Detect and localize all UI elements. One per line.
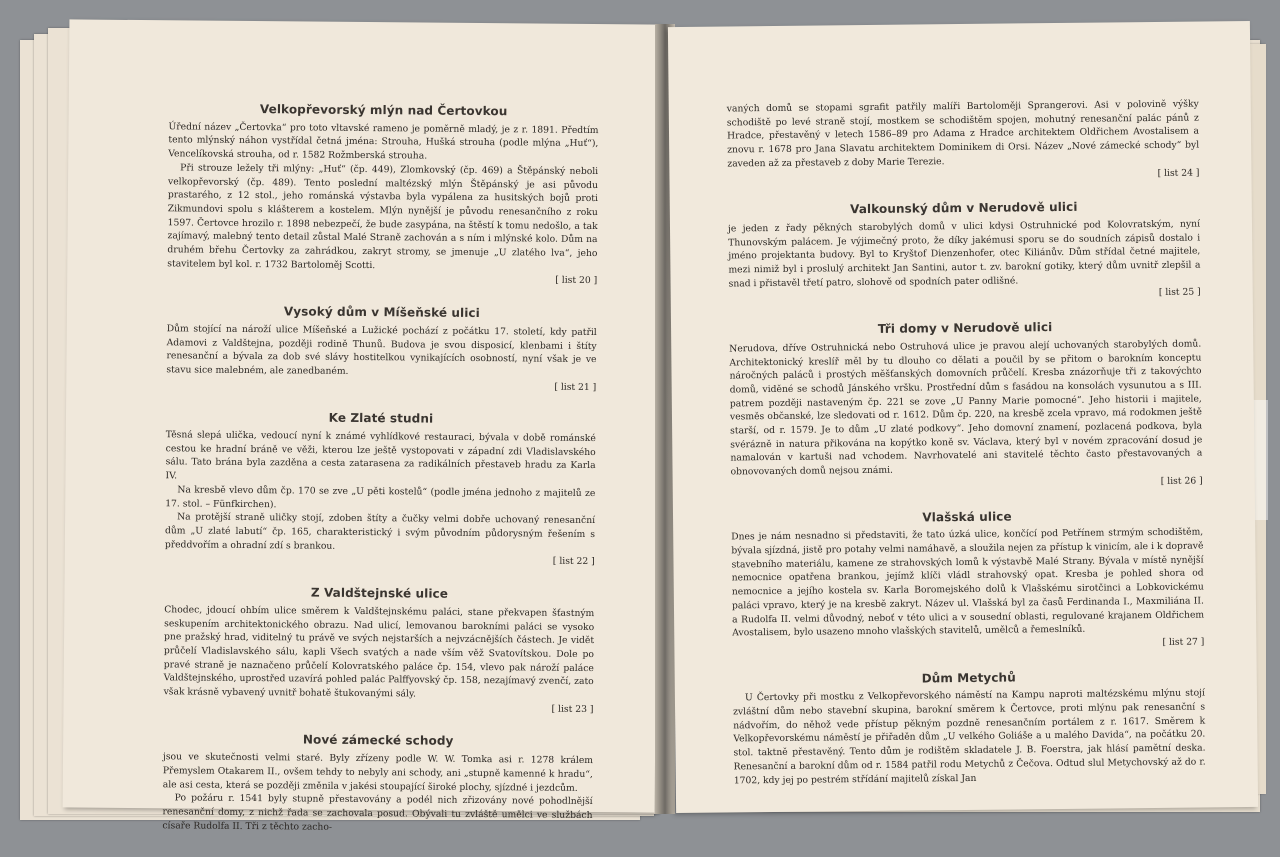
- right-page: [668, 21, 1258, 813]
- section-title: Valkounský dům v Nerudově ulici: [849, 200, 1078, 217]
- paragraph: Při strouze ležely tři mlýny: „Huť“ (čp. 449), Zlomkovský (čp. 469) a Štěpánský neboli velkopřevorský (čp. 489). Tento poslední maltézský mlýn Štěpánský je asi původu prastarého, z 12 stol., jeho románská výstavba byla vypálena za husitských bojů proti Zikmundovi spolu s klášterem a kostelem. Mlýn nynější je původu renesančního z roku 1597. Čertovce hrozilo r. 1898 nebezpečí, že bude zasypána, na štěstí k tomu nedošlo, a tak zajímavý, malebný tento detail zůstal Malé Straně zachován a s ním i mlýnské kolo. Dům na druhém břehu Čertovky za zahrádkou, zakryt stromy, se jmenuje „U zlatého lva“, jeho stavitelem byl kol. r. 1732 Bartoloměj Scotti.: [167, 162, 599, 271]
- section-title: Ke Zlaté studni: [328, 411, 434, 426]
- paragraph: Na kresbě vlevo dům čp. 170 se zve „U pěti kostelů“ (podle jména jednoho z majitelů ze 17. stol. – Fünfkirchen).: [165, 484, 596, 510]
- paragraph: je jeden z řady pěkných starobylých domů v ulici kdysi Ostruhnické pod Kolovratským, nyní Thunovským palácem. Je výjimečný proto, že díky jakémusi sporu se do soudních zápisů dostalo i jméno projektanta budovy. Byl to Kryštof Dienzenhofer, otec Kiliánův. Dům střídal četné majitele, mezi nimiž byl i proslulý architekt Jan Santini, autor t. zv. barokní gotiky, který dům uvnitř zlepšil a snad i přistavěl třetí patro, slohově od spodních pater odlišné.: [727, 218, 1201, 290]
- section-title: Dům Metychů: [921, 670, 1016, 686]
- paragraph: Nerudova, dříve Ostruhnická nebo Ostruhová ulice je pravou alejí uchovaných starobylých domů. Architektonický kreslíř měl by tu dlouho co dělati a poučil by se přitom o barokním konceptu náročných paláců i prostých měšťanských domovních průčelí. Kresba znázorňuje tři z takovýchto domů, viděné se schodů Jánského vršku. Prostřední dům s fasádou na konsolách vysunutou a s III. patrem později nastaveným čp. 221 se zove „U Panny Marie pomocné“. Jeho historii i majitele, vesměs občanské, lze sledovati od r. 1612. Dům čp. 220, na kresbě zcela vpravo, má rodokmen ještě starší, od r. 1579. Je to dům „U zlaté podkovy“. Jeho domovní znamení, pozlacená podkova, byla svérázně in natura přikována na kopýtko koně sv. Václava, který byl v novém zpracování dosud je namalován v kartuši nad vchodem. Navrhovatelé ani stavitelé těchto často přestavovaných a obnovovaných domů nejsou známi.: [729, 338, 1203, 478]
- left-page: [63, 19, 662, 833]
- section-title: Tři domy v Nerudově ulici: [877, 320, 1053, 337]
- section: [729, 320, 1203, 493]
- paragraph: vaných domů se stopami sgrafit patřily malíři Bartoloměji Sprangerovi. Asi v polovině výšky schodiště po levé straně stojí, mostkem se schodištěm spojen, mohutný renesanční palác pánů z Hradce, přestavěný v letech 1586–89 pro Adama z Hradce architektem Oldřichem Avostalisem a znovu r. 1678 pro Jana Slavatu architektem Dominikem di Orsi. Název „Nové zámecké schody“ byl zaveden až za přestaveb z doby Marie Terezie.: [726, 98, 1200, 170]
- section: [163, 585, 594, 716]
- paragraph: U Čertovky při mostku z Velkopřevorského náměstí na Kampu naproti maltézskému mlýnu stojí zvláštní dům nebo stavební skupina, barokní směrem k Čertovce, proti mlýnu pak renesanční s nádvořím, do něhož vede přístup pěkným pozdně renesančním portálem z r. 1617. Směrem k Velkopřevorskému náměstí je přiřaděn dům „U velkého Goliáše a u malého Davida“, na počátku 20. stol. taktně přestavěný. Tento dům je rodištěm skladatele J. B. Foerstra, jak hlásí pamětní deska. Renesanční a barokní dům od r. 1584 patřil rodu Metychů z Čečova. Odtud slul Metychovský až do r. 1702, kdy jej po pestrém střídání majitelů získal Jan: [733, 687, 1206, 786]
- section: [162, 733, 593, 837]
- right-column: [727, 98, 1206, 808]
- continued-section: [727, 98, 1200, 185]
- section-title: Z Valdštejnské ulice: [310, 585, 449, 601]
- section-title: Velkopřevorský mlýn nad Čertovkou: [259, 102, 508, 119]
- paragraph: Po požáru r. 1541 byly stupně přestavovány a podél nich zřizovány nové pohodlnější renesanční domy, z nichž řada se zachovala posud. Obývali tu zvláště umělci ve službách císaře Rudolfa II. Tři z těchto zacho-: [162, 792, 593, 833]
- section-title: Vysoký dům v Míšeňské ulici: [283, 304, 480, 321]
- sheet-reference: [ list 27 ]: [1162, 636, 1205, 648]
- sheet-reference: [ list 26 ]: [1160, 475, 1203, 487]
- sheet-reference: [ list 25 ]: [1158, 286, 1201, 299]
- sheet-reference: [ list 22 ]: [552, 556, 595, 568]
- section-title: Vlašská ulice: [922, 509, 1012, 525]
- sheet-reference: [ list 21 ]: [554, 381, 597, 393]
- paragraph: Dům stojící na nároží ulice Míšeňské a Lužické pochází z počátku 17. století, kdy patřil Adamovi z Valdštejna, později rodině Thunů. Budova je svou disposicí, klenbami i štíty renesanční a bývala za dob své slávy hostitelkou vynikajících osobností, nyní však je ve stavu sice malebném, ale zanedbaném.: [166, 323, 597, 377]
- paragraph: jsou ve skutečnosti velmi staré. Byly zřízeny podle W. W. Tomka asi r. 1278 králem Přemyslem Otakarem II., ovšem tehdy to nebyly ani schody, ani „stupně kamenné k hradu“, ale asi cesta, která se později změnila v jakési stoupající široké plochy, sjízdné i jezdcům.: [162, 751, 594, 794]
- sheet-reference: [ list 23 ]: [551, 703, 594, 715]
- paragraph: Úřední název „Čertovka“ pro toto vltavské rameno je poměrně mladý, je z r. 1891. Předtím tento mlýnský náhon vystřídal četná jména: Strouha, Hušká strouha (podle mlýna „Huť“), Vencelíkovská strouha, od r. 1582 Rožmberská strouha.: [168, 121, 599, 162]
- paragraph: Těsná slepá ulička, vedoucí nyní k známé vyhlídkové restauraci, bývala v době románské cestou ke hradní bráně ve věži, kterou lze ještě vystopovati v západní zdi Vladislavského sálu. Tato brána byla zazděna a cesta zatarasena za radikálních přestaveb hradu za Karla IV.: [165, 429, 596, 482]
- section-title: Nové zámecké schody: [302, 732, 454, 749]
- section: [731, 508, 1204, 654]
- section: [728, 200, 1201, 305]
- section: [167, 102, 599, 288]
- paragraph: Chodec, jdoucí ohbím ulice směrem k Valdštejnskému paláci, stane překvapen šťastným seskupením architektonického obrazu. Nad ulicí, lemovanou barokními paláci se vysoko pne pražský hrad, viditelný tu právě ve svých nejstarších a nejvzácnějších částech. Je vidět průčelí Vladislavského sálu, kapli Všech svatých a nade vším věž Svatovítskou. Dole po pravé straně je naznačeno průčelí Kolovratského paláce čp. 154, vlevo pak nároží paláce Valdštejnského, uprostřed uzavírá pohled palác Palffyovský čp. 158, nezajímavý zvenčí, zato však krásně vybavený uvnitř bohatě štukovanými sály.: [163, 604, 595, 700]
- paragraph: Dnes je nám nesnadno si představiti, že tato úzká ulice, končící pod Petřínem strmým schodištěm, bývala sjízdná, jistě pro potahy velmi namáhavě, a sloužila nejen za přístup k vinicím, ale i k dopravě stavebního materiálu, kamene ze strahovských lomů k výstavbě Malé Strany. Bývala v místě nynější nemocnice opatřena brankou, jejímž klíči vládl strahovský opat. Kresba je pohled shora od nemocnice a jejího kostela sv. Karla Boromejského dolů k Vlašskému sirotčinci a Lobkovickému paláci vpravo, který je na kresbě zakryt. Název ul. Vlašská byl za časů Ferdinanda I., Maxmiliána II. a Rudolfa II. velmi důvodný, neboť v této ulici a v sousední oblasti, regulované krajanem Oldřichem Avostalisem, bylo usazeno mnoho vlašských stavitelů, umělců a řemeslníků.: [731, 526, 1205, 639]
- sheet-reference: [ list 24 ]: [1157, 167, 1200, 179]
- section: [165, 411, 596, 569]
- section: [733, 669, 1206, 788]
- left-column: [162, 102, 599, 856]
- section: [166, 304, 597, 394]
- paragraph: Na protější straně uličky stojí, zdoben štíty a čučky velmi dobře uchovaný renesanční dům „U zlaté labutí“ čp. 165, charakteristický i svým původním půdorysným řešením s předdvořím a ohradní zdí s brankou.: [164, 511, 596, 552]
- sheet-reference: [ list 20 ]: [555, 275, 598, 287]
